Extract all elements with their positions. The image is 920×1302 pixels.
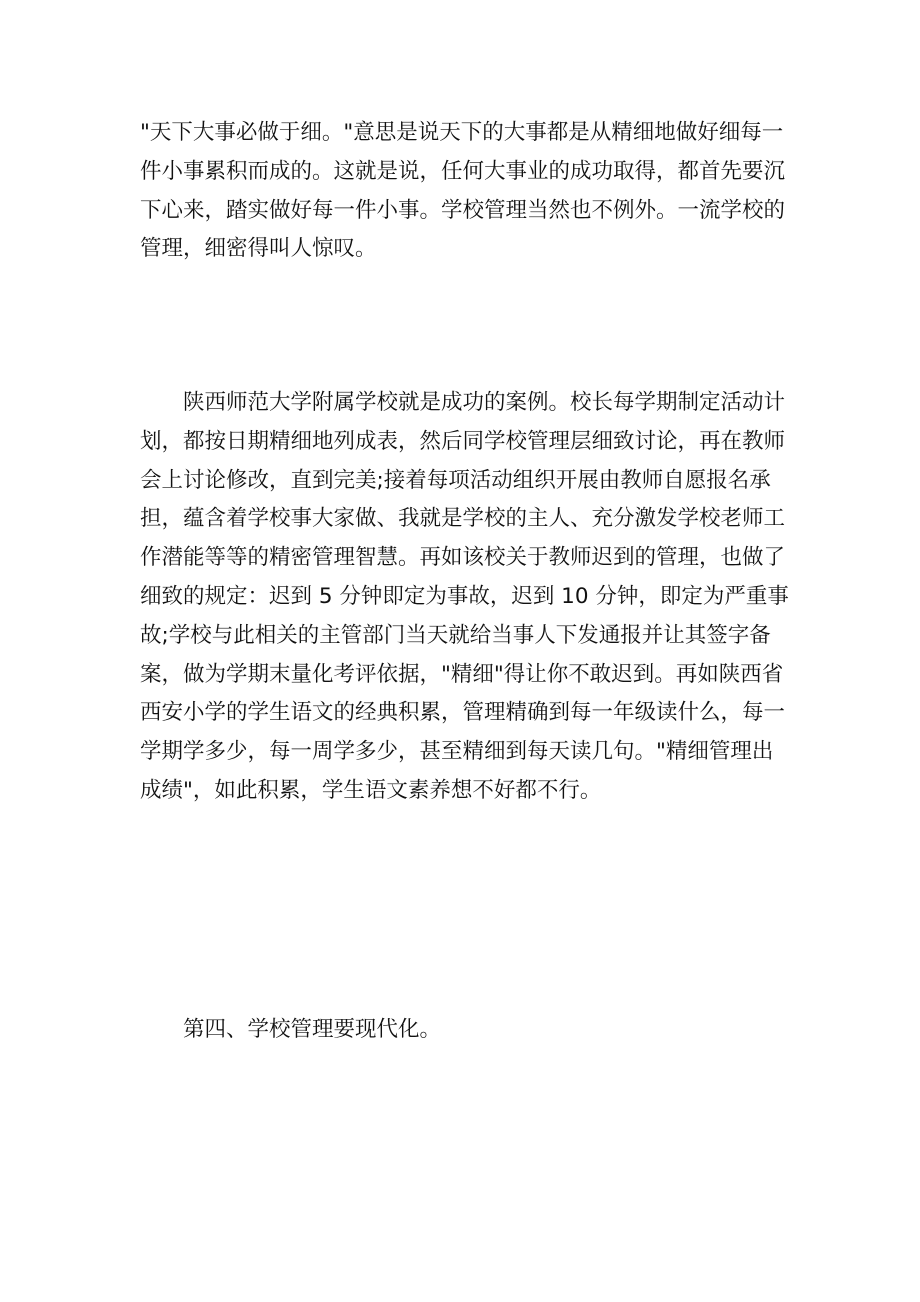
paragraph-intro [140, 114, 786, 269]
text-line: 陕西师范大学附属学校就是成功的案例。校长每学期制定活动计 [140, 390, 786, 415]
text-line: 细致的规定：迟到 5 分钟即定为事故，迟到 10 分钟，即定为严重事 [140, 583, 789, 609]
text-line: 作潜能等等的精密管理智慧。再如该校关于教师迟到的管理，也做了 [140, 545, 786, 571]
text-line: 担，蕴含着学校事大家做、我就是学校的主人、充分激发学校老师工 [140, 506, 786, 532]
text-line: 第四、学校管理要现代化。 [140, 1017, 442, 1042]
paragraph-case-study [140, 384, 789, 811]
text-line: 管理，细密得叫人惊叹。 [140, 236, 377, 262]
text-line: 成绩"，如此积累，学生语文素养想不好都不行。 [140, 777, 602, 803]
text-line: 案，做为学期末量化考评依据，"精细"得让你不敢迟到。再如陕西省 [140, 661, 784, 687]
text-line: 学期学多少，每一周学多少，甚至精细到每天读几句。"精细管理出 [140, 739, 774, 765]
text-line: 故;学校与此相关的主管部门当天就给当事人下发通报并让其签字备 [140, 622, 771, 648]
text-line: 下心来，踏实做好每一件小事。学校管理当然也不例外。一流学校的 [140, 197, 786, 223]
text-line: 件小事累积而成的。这就是说，任何大事业的成功取得，都首先要沉 [140, 158, 786, 184]
section-heading [140, 1011, 780, 1050]
text-line: 西安小学的学生语文的经典积累，管理精确到每一年级读什么，每一 [140, 700, 786, 726]
text-line: 划，都按日期精细地列成表，然后同学校管理层细致讨论，再在教师 [140, 428, 786, 454]
text-line: "天下大事必做于细。"意思是说天下的大事都是从精细地做好细每一 [140, 120, 784, 145]
text-line: 会上讨论修改，直到完美;接着每项活动组织开展由教师自愿报名承 [140, 467, 771, 493]
